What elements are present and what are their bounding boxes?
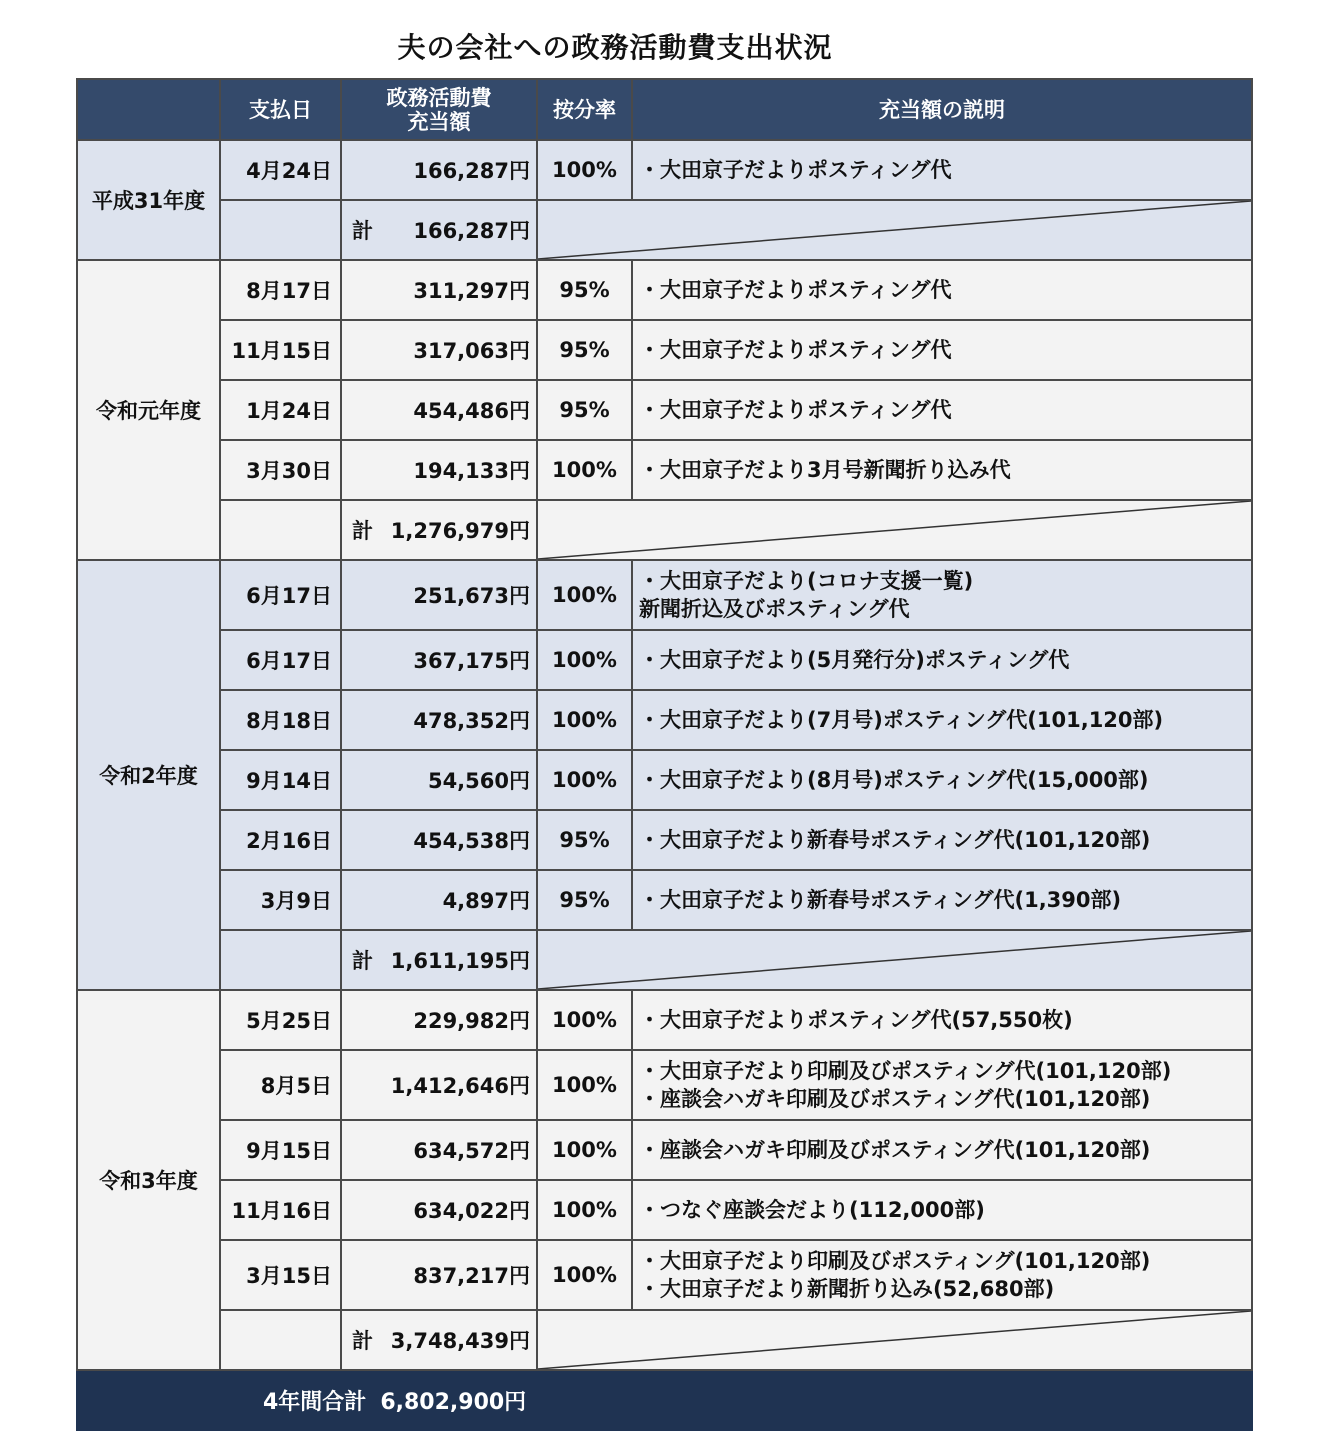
allocation-rate: 100% — [537, 560, 632, 630]
table-row — [77, 630, 1252, 690]
description-line: ・大田京子だよりポスティング代 — [639, 158, 952, 182]
allocated-amount: 454,486円 — [341, 380, 537, 440]
amount-description — [632, 870, 1252, 930]
amount-description — [632, 1120, 1252, 1180]
amount-description — [632, 440, 1252, 500]
subtotal-diagonal-cell — [537, 500, 1252, 560]
allocation-rate: 95% — [537, 810, 632, 870]
header-amount — [341, 79, 537, 140]
allocated-amount: 454,538円 — [341, 810, 537, 870]
grand-total-value: 6,802,900円 — [380, 1389, 527, 1415]
payment-date: 9月14日 — [220, 750, 341, 810]
allocation-rate: 100% — [537, 1120, 632, 1180]
amount-description — [632, 690, 1252, 750]
allocation-rate: 100% — [537, 630, 632, 690]
allocated-amount: 54,560円 — [341, 750, 537, 810]
table-row — [77, 320, 1252, 380]
payment-date: 9月15日 — [220, 1120, 341, 1180]
description-line: ・つなぐ座談会だより(112,000部) — [639, 1198, 985, 1222]
amount-description — [632, 560, 1252, 630]
allocated-amount: 367,175円 — [341, 630, 537, 690]
subtotal-diagonal-cell — [537, 930, 1252, 990]
description-line: 新聞折込及びポスティング代 — [639, 597, 910, 621]
subtotal-amount-cell — [341, 200, 537, 260]
header-date: 支払日 — [220, 79, 341, 140]
description-line: ・大田京子だより3月号新聞折り込み代 — [639, 458, 1011, 482]
payment-date: 6月17日 — [220, 630, 341, 690]
subtotal-amount: 3,748,439円 — [390, 1329, 530, 1353]
diagonal-line — [538, 201, 1251, 259]
payment-date: 11月15日 — [220, 320, 341, 380]
allocation-rate: 100% — [537, 140, 632, 200]
table-row — [77, 260, 1252, 320]
amount-description — [632, 1050, 1252, 1120]
allocated-amount: 229,982円 — [341, 990, 537, 1050]
table-row — [77, 440, 1252, 500]
header-amount-line1: 政務活動費 — [386, 85, 492, 110]
allocation-rate: 95% — [537, 320, 632, 380]
payment-date: 8月17日 — [220, 260, 341, 320]
subtotal-empty-cell — [220, 200, 341, 260]
amount-description — [632, 990, 1252, 1050]
grand-total-row — [77, 1370, 1252, 1430]
subtotal-label: 計 — [352, 519, 373, 543]
table-row — [77, 690, 1252, 750]
allocated-amount: 478,352円 — [341, 690, 537, 750]
allocated-amount: 837,217円 — [341, 1240, 537, 1310]
allocation-rate: 95% — [537, 870, 632, 930]
subtotal-empty-cell — [220, 500, 341, 560]
payment-date: 4月24日 — [220, 140, 341, 200]
subtotal-diagonal-cell — [537, 1310, 1252, 1370]
description-line: ・大田京子だより(5月発行分)ポスティング代 — [639, 648, 1070, 672]
header-row — [77, 79, 1252, 140]
allocated-amount: 311,297円 — [341, 260, 537, 320]
payment-date: 3月30日 — [220, 440, 341, 500]
allocation-rate: 100% — [537, 990, 632, 1050]
allocation-rate: 100% — [537, 440, 632, 500]
description-line: ・大田京子だより新春号ポスティング代(101,120部) — [639, 828, 1151, 852]
table-row — [77, 140, 1252, 200]
description-line: ・大田京子だより(8月号)ポスティング代(15,000部) — [639, 768, 1149, 792]
subtotal-diagonal-cell — [537, 200, 1252, 260]
subtotal-row — [77, 930, 1252, 990]
diagonal-line — [538, 501, 1251, 559]
allocated-amount: 634,022円 — [341, 1180, 537, 1240]
subtotal-amount-cell — [341, 500, 537, 560]
fiscal-year-label: 令和3年度 — [77, 990, 220, 1370]
allocation-rate: 95% — [537, 380, 632, 440]
payment-date: 3月15日 — [220, 1240, 341, 1310]
subtotal-row — [77, 1310, 1252, 1370]
allocation-rate: 100% — [537, 690, 632, 750]
expense-table — [76, 78, 1253, 1431]
description-line: ・大田京子だより新春号ポスティング代(1,390部) — [639, 888, 1122, 912]
allocation-rate: 100% — [537, 1180, 632, 1240]
payment-date: 1月24日 — [220, 380, 341, 440]
allocated-amount: 251,673円 — [341, 560, 537, 630]
payment-date: 8月5日 — [220, 1050, 341, 1120]
diagonal-line — [538, 1311, 1251, 1369]
subtotal-label: 計 — [352, 219, 373, 243]
table-row — [77, 1240, 1252, 1310]
subtotal-row — [77, 200, 1252, 260]
payment-date: 11月16日 — [220, 1180, 341, 1240]
subtotal-label: 計 — [352, 1329, 373, 1353]
fiscal-year-label: 平成31年度 — [77, 140, 220, 260]
subtotal-amount: 166,287円 — [413, 219, 530, 243]
table-row — [77, 810, 1252, 870]
subtotal-amount: 1,276,979円 — [390, 519, 530, 543]
table-row — [77, 990, 1252, 1050]
subtotal-label: 計 — [352, 949, 373, 973]
amount-description — [632, 810, 1252, 870]
description-line: ・大田京子だよりポスティング代 — [639, 338, 952, 362]
description-line: ・大田京子だより(コロナ支援一覧) — [639, 569, 974, 593]
description-line: ・大田京子だより印刷及びポスティング(101,120部) — [639, 1249, 1151, 1273]
amount-description — [632, 260, 1252, 320]
allocated-amount: 317,063円 — [341, 320, 537, 380]
subtotal-amount-cell — [341, 1310, 537, 1370]
allocation-rate: 100% — [537, 750, 632, 810]
allocation-rate: 95% — [537, 260, 632, 320]
allocated-amount: 1,412,646円 — [341, 1050, 537, 1120]
description-line: ・大田京子だより(7月号)ポスティング代(101,120部) — [639, 708, 1164, 732]
table-row — [77, 380, 1252, 440]
description-line: ・座談会ハガキ印刷及びポスティング代(101,120部) — [639, 1138, 1151, 1162]
description-line: ・大田京子だより印刷及びポスティング代(101,120部) — [639, 1059, 1172, 1083]
header-rate: 按分率 — [537, 79, 632, 140]
grand-total-cell — [77, 1370, 1252, 1430]
page-title: 夫の会社への政務活動費支出状況 — [397, 31, 833, 64]
description-line: ・大田京子だよりポスティング代 — [639, 398, 952, 422]
description-line: ・座談会ハガキ印刷及びポスティング代(101,120部) — [639, 1087, 1151, 1111]
subtotal-amount-cell — [341, 930, 537, 990]
grand-total-label: 4年間合計 — [263, 1389, 367, 1415]
table-row — [77, 750, 1252, 810]
header-desc: 充当額の説明 — [632, 79, 1252, 140]
subtotal-empty-cell — [220, 930, 341, 990]
table-row — [77, 870, 1252, 930]
table-row — [77, 1050, 1252, 1120]
table-row — [77, 1120, 1252, 1180]
header-amount-line2: 充当額 — [407, 109, 471, 134]
table-body — [77, 140, 1252, 1430]
description-line: ・大田京子だよりポスティング代 — [639, 278, 952, 302]
header-year — [77, 79, 220, 140]
allocated-amount: 634,572円 — [341, 1120, 537, 1180]
payment-date: 3月9日 — [220, 870, 341, 930]
description-line: ・大田京子だより新聞折り込み(52,680部) — [639, 1277, 1055, 1301]
amount-description — [632, 1180, 1252, 1240]
description-line: ・大田京子だよりポスティング代(57,550枚) — [639, 1008, 1073, 1032]
amount-description — [632, 1240, 1252, 1310]
diagonal-line — [538, 931, 1251, 989]
allocation-rate: 100% — [537, 1050, 632, 1120]
allocated-amount: 166,287円 — [341, 140, 537, 200]
payment-date: 5月25日 — [220, 990, 341, 1050]
payment-date: 6月17日 — [220, 560, 341, 630]
payment-date: 8月18日 — [220, 690, 341, 750]
amount-description — [632, 380, 1252, 440]
subtotal-empty-cell — [220, 1310, 341, 1370]
allocation-rate: 100% — [537, 1240, 632, 1310]
subtotal-row — [77, 500, 1252, 560]
allocated-amount: 194,133円 — [341, 440, 537, 500]
amount-description — [632, 320, 1252, 380]
subtotal-amount: 1,611,195円 — [390, 949, 530, 973]
table-row — [77, 1180, 1252, 1240]
table-row — [77, 560, 1252, 630]
amount-description — [632, 630, 1252, 690]
amount-description — [632, 750, 1252, 810]
fiscal-year-label: 令和元年度 — [77, 260, 220, 560]
payment-date: 2月16日 — [220, 810, 341, 870]
allocated-amount: 4,897円 — [341, 870, 537, 930]
fiscal-year-label: 令和2年度 — [77, 560, 220, 990]
amount-description — [632, 140, 1252, 200]
